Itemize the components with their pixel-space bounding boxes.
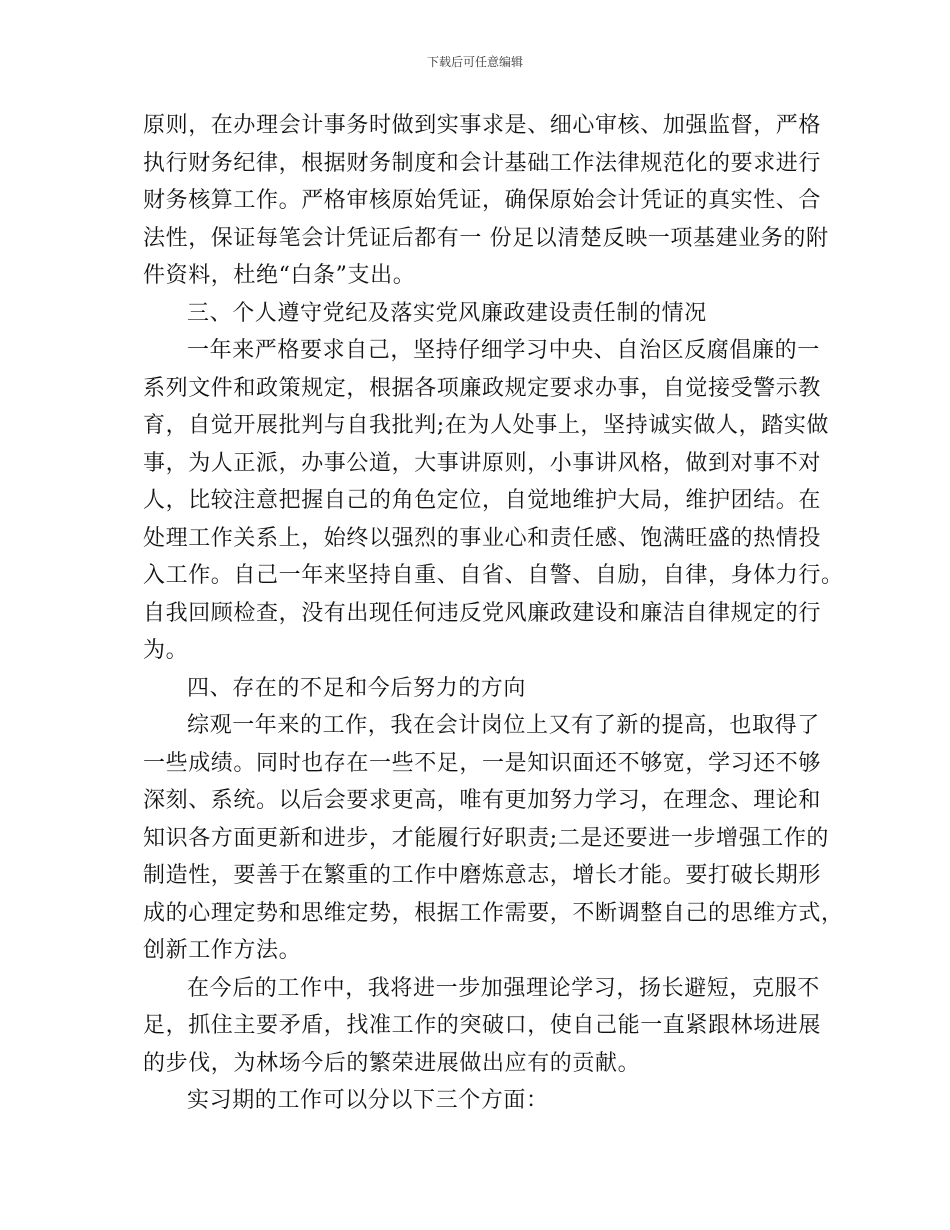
- text-line: 人，比较注意把握自己的角色定位，自觉地维护大局，维护团结。在: [143, 488, 822, 513]
- section-heading: 四、存在的不足和今后努力的方向: [187, 676, 527, 701]
- text-line: 创新工作方法。: [143, 938, 302, 963]
- text-line: 执行财务纪律，根据财务制度和会计基础工作法律规范化的要求进行: [143, 151, 822, 176]
- text-line: 综观一年来的工作，我在会计岗位上又有了新的提高，也取得了: [187, 713, 820, 738]
- text-line: 在今后的工作中，我将进一步加强理论学习，扬长避短，克服不: [187, 976, 820, 1001]
- text-line: 自我回顾检查，没有出现任何违反党风廉政建设和廉洁自律规定的行: [143, 601, 822, 626]
- text-line: 知识各方面更新和进步，才能履行好职责;二是还要进一步增强工作的: [143, 826, 830, 851]
- text-line: 法性，保证每笔会计凭证后都有一 份足以清楚反映一项基建业务的附: [143, 226, 829, 251]
- text-line: 入工作。自己一年来坚持自重、自省、自警、自励，自律，身体力行。: [143, 563, 844, 588]
- page-header: 下载后可任意编辑: [426, 55, 523, 69]
- section-heading: 三、个人遵守党纪及落实党风廉政建设责任制的情况: [187, 301, 707, 326]
- text-line: 成的心理定势和思维定势，根据工作需要，不断调整自己的思维方式，: [143, 901, 844, 926]
- text-line: 一些成绩。同时也存在一些不足，一是知识面还不够宽，学习还不够: [143, 751, 822, 776]
- text-line: 育，自觉开展批判与自我批判;在为人处事上，坚持诚实做人，踏实做: [143, 413, 830, 438]
- text-line: 为。: [143, 638, 189, 663]
- text-line: 事，为人正派，办事公道，大事讲原则，小事讲风格，做到对事不对: [143, 451, 822, 476]
- text-line: 财务核算工作。严格审核原始凭证，确保原始会计凭证的真实性、合: [143, 188, 822, 213]
- text-line: 系列文件和政策规定，根据各项廉政规定要求办事，自觉接受警示教: [143, 376, 822, 401]
- text-line: 原则，在办理会计事务时做到实事求是、细心审核、加强监督，严格: [143, 113, 822, 138]
- text-line: 件资料，杜绝“白条”支出。: [143, 263, 416, 288]
- text-line: 足，抓住主要矛盾，找准工作的突破口，使自己能一直紧跟林场进展: [143, 1013, 822, 1038]
- text-line: 一年来严格要求自己，坚持仔细学习中央、自治区反腐倡廉的一: [187, 338, 820, 363]
- text-line: 深刻、系统。以后会要求更高，唯有更加努力学习，在理念、理论和: [143, 788, 822, 813]
- text-line: 制造性，要善于在繁重的工作中磨炼意志，增长才能。要打破长期形: [143, 863, 822, 888]
- text-line: 处理工作关系上，始终以强烈的事业心和责任感、饱满旺盛的热情投: [143, 526, 822, 551]
- text-line: 的步伐，为林场今后的繁荣进展做出应有的贡献。: [143, 1051, 641, 1076]
- text-line: 实习期的工作可以分以下三个方面：: [187, 1088, 549, 1113]
